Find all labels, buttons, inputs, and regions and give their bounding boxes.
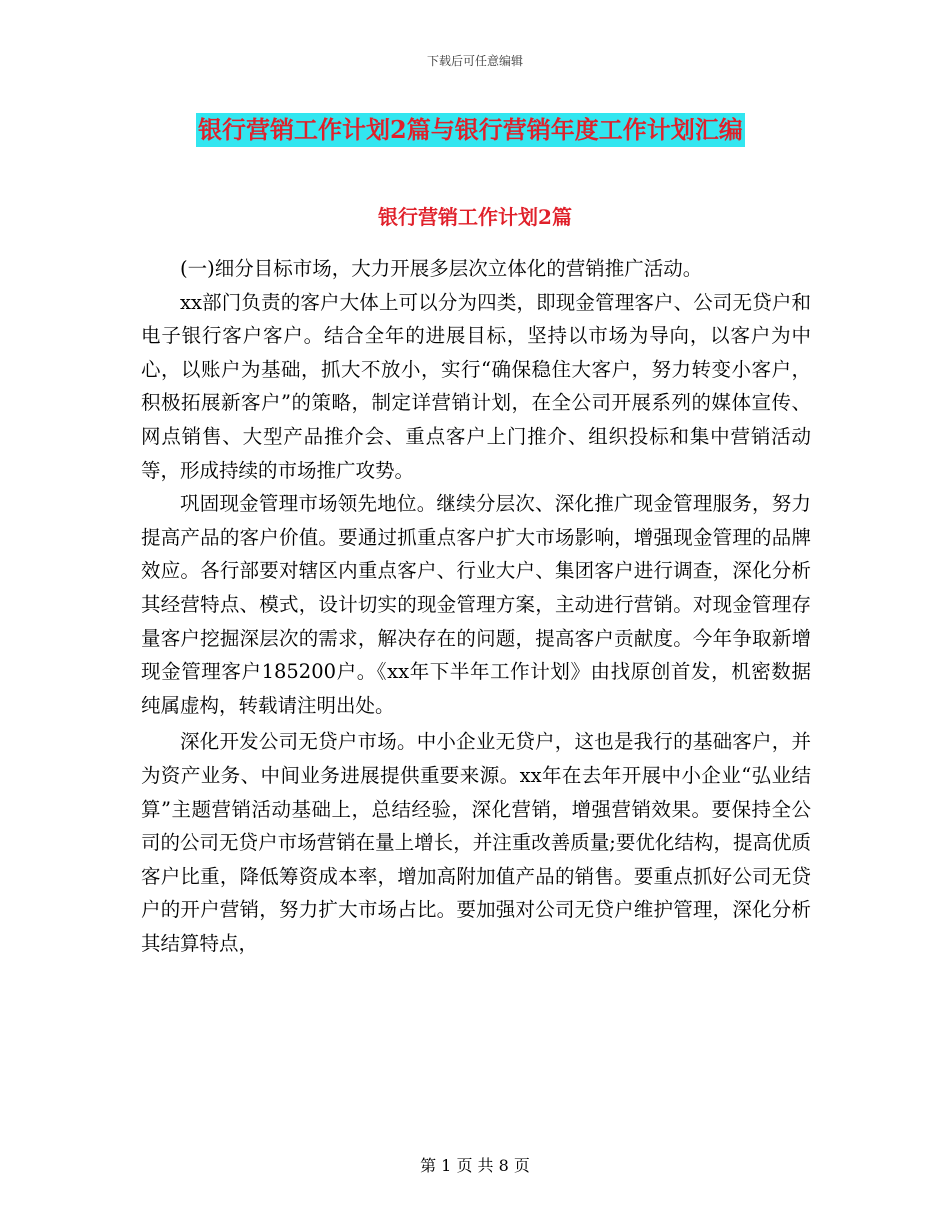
paragraph-cash-management: 巩固现金管理市场领先地位。继续分层次、深化推广现金管理服务，努力提高产品的客户价值。要通过抓重点客户扩大市场影响，增强现金管理的品牌效应。各行部要对辖区内重点客户、行业大户、集团客户进行调查，深化分析其经营特点、模式，设计切实的现金管理方案，主动进行营销。对现金管理存量客户挖掘深层次的需求，解决存在的问题，提高客户贡献度。今年争取新增现金管理客户185200户。《xx年下半年工作计划》由找原创首发，机密数据纯属虚构，转载请注明出处。 bbox=[141, 492, 811, 717]
page-number-footer: 第 1 页 共 8 页 bbox=[420, 1156, 530, 1175]
paragraph-heading: (一)细分目标市场，大力开展多层次立体化的营销推广活动。 bbox=[180, 257, 703, 280]
paragraph-no-loan-market: 深化开发公司无贷户市场。中小企业无贷户，这也是我行的基础客户，并为资产业务、中间业务进展提供重要来源。xx年在去年开展中小企业“弘业结算”主题营销活动基础上，总结经验，深化营销，增强营销效果。要保持全公司的公司无贷户市场营销在量上增长，并注重改善质量;要优化结构，提高优质客户比重，降低筹资成本率，增加高附加值产品的销售。要重点抓好公司无贷户的开户营销，努力扩大市场占比。要加强对公司无贷户维护管理，深化分析其结算特点， bbox=[141, 730, 811, 955]
page-header-note: 下载后可任意编辑 bbox=[426, 54, 523, 68]
paragraph-customer-types: xx部门负责的客户大体上可以分为四类，即现金管理客户、公司无贷户和电子银行客户客户。结合全年的进展目标，坚持以市场为导向，以客户为中心，以账户为基础，抓大不放小，实行“确保稳住大客户，努力转变小客户，积极拓展新客户”的策略，制定详营销计划，在全公司开展系列的媒体宣传、网点销售、大型产品推介会、重点客户上门推介、组织投标和集中营销活动等，形成持续的市场推广攻势。 bbox=[141, 290, 811, 482]
section-title: 银行营销工作计划2篇 bbox=[378, 205, 572, 229]
document-main-title: 银行营销工作计划2篇与银行营销年度工作计划汇编 bbox=[196, 113, 745, 147]
document-body bbox=[141, 252, 811, 960]
